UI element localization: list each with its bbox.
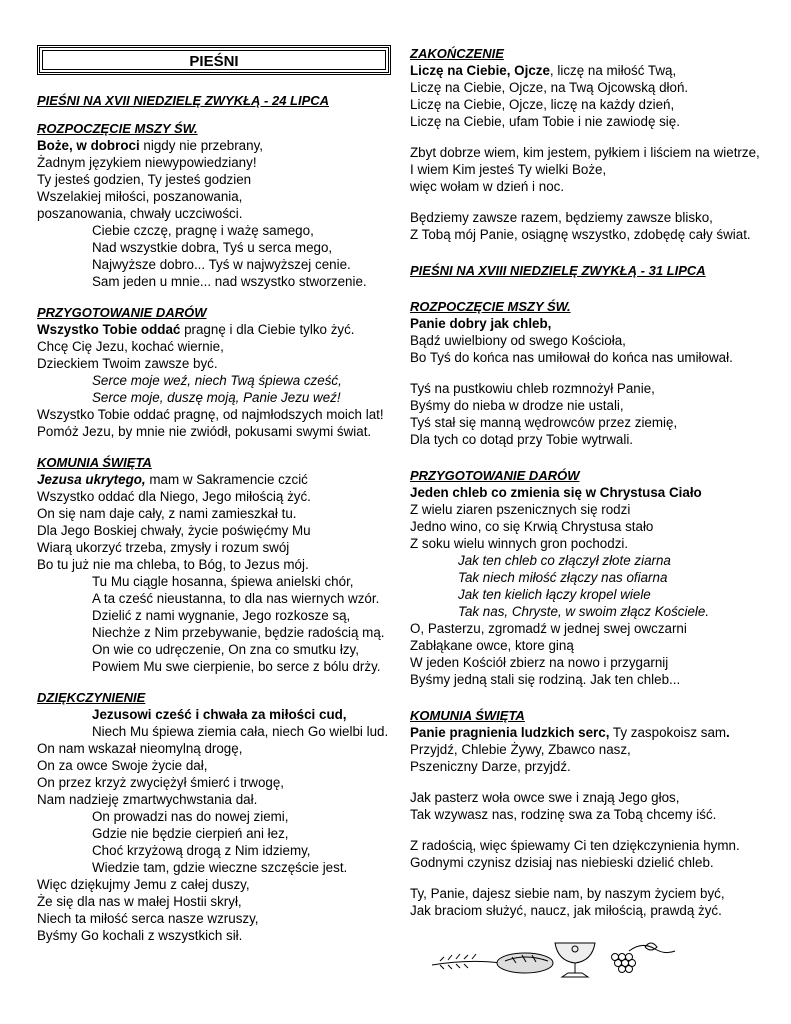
refrain-line: Jak ten kielich łączy kropel wiele [458, 587, 651, 602]
wheat-stalk-icon [432, 961, 500, 965]
verse-line: Zabłąkane owce, ktore giną [410, 638, 574, 653]
verse-line: On wie co udręczenie, On zna co smutku łzy, [92, 642, 359, 657]
lead-bold: Wszystko Tobie oddać [37, 322, 181, 337]
refrain-line: Serce moje, duszę moją, Panie Jezu weź! [92, 390, 341, 405]
verse-line: Bo tu już nie ma chleba, to Bóg, to Jezus mój. [37, 557, 309, 572]
refrain-line: Serce moje weź, niech Twą śpiewa cześć, [92, 373, 342, 388]
lead-bold: Boże, w dobroci [37, 138, 140, 153]
verse-line: Sam jeden u mnie... nad wszystko stworzenie. [92, 274, 367, 289]
verse-line: Tak wzywasz nas, rodzinę swa za Tobą chcemy iść. [410, 807, 717, 822]
verse-line: Najwyższe dobro... Tyś w najwyższej cenie. [92, 257, 351, 272]
lead-bold: Jezusowi cześć i chwała za miłości cud, [92, 707, 347, 722]
page-title: PIEŚNI [189, 53, 239, 70]
verse-line: A ta cześć nieustanna, to dla nas wiernych wzór. [92, 591, 380, 606]
verse-line: Ciebie czczę, pragnę i ważę samego, [92, 223, 314, 238]
lead-line [37, 472, 308, 488]
lead-rest: nigdy nie przebrany, [139, 138, 263, 153]
verse-line: Wszystko Tobie oddać pragnę, od najmłodszych moich lat! [37, 407, 384, 422]
lead-bold: Liczę na Ciebie, Ojcze [410, 63, 550, 78]
verse-line: On się nam daje cały, z nami zamieszkał tu. [37, 506, 297, 521]
verse-line: Bądź uwielbiony od swego Kościoła, [410, 333, 626, 348]
verse-line: Liczę na Ciebie, Ojcze, liczę na każdy dzień, [410, 97, 675, 112]
lead-line [410, 63, 676, 79]
section-title-xviii: PIEŚNI NA XVIII NIEDZIELĘ ZWYKŁĄ - 31 LIPCA [410, 263, 706, 278]
verse-line: Choć krzyżową drogą z Nim idziemy, [92, 843, 311, 858]
heading-rozpoczecie: ROZPOCZĘCIE MSZY ŚW. [37, 121, 198, 136]
verse-line: Chcę Cię Jezu, kochać wiernie, [37, 339, 224, 354]
heading-komunia: KOMUNIA ŚWIĘTA [410, 708, 525, 723]
verse-line: Z radością, więc śpiewamy Ci ten dziękczynienia hymn. [410, 838, 740, 853]
verse-line: On przez krzyż zwyciężył śmierć i trwogę, [37, 775, 285, 790]
verse-line: Tyś stał się manną wędrowców przez ziemię, [410, 415, 678, 430]
verse-line: Wiarą ukorzyć trzeba, zmysły i rozum swój [37, 540, 290, 555]
heading-rozpoczecie: ROZPOCZĘCIE MSZY ŚW. [410, 299, 571, 314]
verse-line: I wiem Kim jesteś Ty wielki Boże, [410, 162, 607, 177]
verse-line: Z soku wielu winnych gron pochodzi. [410, 536, 629, 551]
lead-line [37, 322, 355, 338]
verse-line: Jedno wino, co się Krwią Chrystusa stało [410, 519, 654, 534]
verse-line: poszanowania, chwały uczciwości. [37, 206, 243, 221]
verse-line: Tyś na pustkowiu chleb rozmnożył Panie, [410, 381, 655, 396]
verse-line: Tu Mu ciągle hosanna, śpiewa anielski chór, [92, 574, 354, 589]
verse-line: Powiem Mu swe cierpienie, bo serce z bólu drży. [92, 659, 381, 674]
lead-line [410, 725, 730, 741]
verse-line: Będziemy zawsze razem, będziemy zawsze blisko, [410, 210, 713, 225]
lead-bold: Jeden chleb co zmienia się w Chrystusa Ciało [410, 485, 702, 500]
heading-przygotowanie: PRZYGOTOWANIE DARÓW [410, 468, 580, 483]
verse-line: Niech ta miłość serca nasze wzruszy, [37, 911, 259, 926]
heading-dziekczynienie: DZIĘKCZYNIENIE [37, 690, 146, 705]
verse-line: Pomóż Jezu, by mnie nie zwiódł, pokusami swymi świat. [37, 424, 372, 439]
lead-rest: , liczę na miłość Twą, [549, 63, 677, 78]
verse-line: Niech Mu śpiewa ziemia cała, niech Go wielbi lud. [92, 724, 389, 739]
refrain-line: Tak niech miłość złączy nas ofiarna [458, 570, 668, 585]
verse-line: Przyjdź, Chlebie Żywy, Zbawco nasz, [410, 742, 631, 757]
refrain-line: Tak nas, Chryste, w swoim złącz Kościele. [458, 604, 710, 619]
verse-line: W jeden Kościół zbierz na nowo i przygarnij [410, 655, 669, 670]
verse-line: Wiedzie tam, gdzie wieczne szczęście jest. [92, 860, 348, 875]
heading-przygotowanie: PRZYGOTOWANIE DARÓW [37, 305, 207, 320]
verse-line: On za owce Swoje życie dał, [37, 758, 208, 773]
verse-line: Jak braciom służyć, naucz, jak miłością, prawdą żyć. [410, 903, 722, 918]
page-title-box [37, 45, 391, 75]
verse-line: Żadnym językiem niewypowiedziany! [37, 155, 257, 170]
verse-line: Dzieckiem Twoim zawsze być. [37, 356, 218, 371]
verse-line: Że się dla nas w małej Hostii skrył, [37, 894, 242, 909]
lead-bold: Panie dobry jak chleb, [410, 316, 552, 331]
bread-loaf-icon [497, 953, 553, 973]
verse-line: Wszystko oddać dla Niego, Jego miłością żyć. [37, 489, 311, 504]
verse-line: Z wielu ziaren pszenicznych się rodzi [410, 502, 631, 517]
lead-bold: Jezusa ukrytego, [37, 472, 146, 487]
lead-rest: Ty zaspokoisz sam [609, 725, 727, 740]
verse-line: On prowadzi nas do nowej ziemi, [92, 809, 289, 824]
verse-line: Gdzie nie będzie cierpień ani łez, [92, 826, 289, 841]
verse-line: Niechże z Nim przebywanie, będzie radością mą. [92, 625, 385, 640]
lead-end: . [726, 725, 730, 740]
lead-rest: pragnę i dla Ciebie tylko żyć. [180, 322, 355, 337]
verse-line: Wszelakiej miłości, poszanowania, [37, 189, 243, 204]
verse-line: Bo Tyś do końca nas umiłował do końca nas umiłował. [410, 350, 733, 365]
verse-line: Pszeniczny Darze, przyjdź. [410, 759, 571, 774]
verse-line: Dzielić z nami wygnanie, Jego rozkosze są, [92, 608, 351, 623]
verse-line: Nam nadzieję zmartwychwstania dał. [37, 792, 258, 807]
verse-line: Zbyt dobrze wiem, kim jestem, pyłkiem i liściem na wietrze, [410, 145, 760, 160]
verse-line: Ty, Panie, dajesz siebie nam, by naszym życiem być, [410, 886, 725, 901]
heading-komunia: KOMUNIA ŚWIĘTA [37, 455, 152, 470]
verse-line: Dla Jego Boskiej chwały, życie poświęćmy Mu [37, 523, 311, 538]
lead-line [37, 138, 263, 154]
verse-line: Liczę na Ciebie, ufam Tobie i nie zawiodę się. [410, 114, 680, 129]
heading-zakonczenie: ZAKOŃCZENIE [410, 46, 504, 61]
refrain-line: Jak ten chleb co złączył złote ziarna [458, 553, 671, 568]
verse-line: Ty jesteś godzien, Ty jesteś godzien [37, 172, 252, 187]
verse-line: Z Tobą mój Panie, osiągnę wszystko, zdobędę cały świat. [410, 227, 751, 242]
verse-line: Więc dziękujmy Jemu z całej duszy, [37, 877, 250, 892]
verse-line: więc wołam w dzień i noc. [410, 179, 565, 194]
verse-line: Liczę na Ciebie, Ojcze, na Twą Ojcowską dłoń. [410, 80, 689, 95]
verse-line: Godnymi czynisz dzisiaj nas niebieski dzielić chleb. [410, 855, 714, 870]
section-title-xvii: PIEŚNI NA XVII NIEDZIELĘ ZWYKŁĄ - 24 LIPCA [37, 93, 330, 108]
verse-line: Byśmy Go kochali z wszystkich sił. [37, 928, 243, 943]
lead-rest: mam w Sakramencie czcić [145, 472, 308, 487]
verse-line: Byśmy do nieba w drodze nie ustali, [410, 398, 624, 413]
verse-line: Nad wszystkie dobra, Tyś u serca mego, [92, 240, 333, 255]
lead-bold: Panie pragnienia ludzkich serc, [410, 725, 610, 740]
bread-chalice-ornament [430, 935, 680, 980]
grapes-icon [612, 943, 676, 973]
verse-line: Jak pasterz woła owce swe i znają Jego głos, [410, 790, 680, 805]
verse-line: On nam wskazał nieomylną drogę, [37, 741, 243, 756]
verse-line: Byśmy jedną stali się rodziną. Jak ten chleb... [410, 672, 681, 687]
verse-line: O, Pasterzu, zgromadź w jednej swej owczarni [410, 621, 687, 636]
verse-line: Dla tych co dotąd przy Tobie wytrwali. [410, 432, 634, 447]
